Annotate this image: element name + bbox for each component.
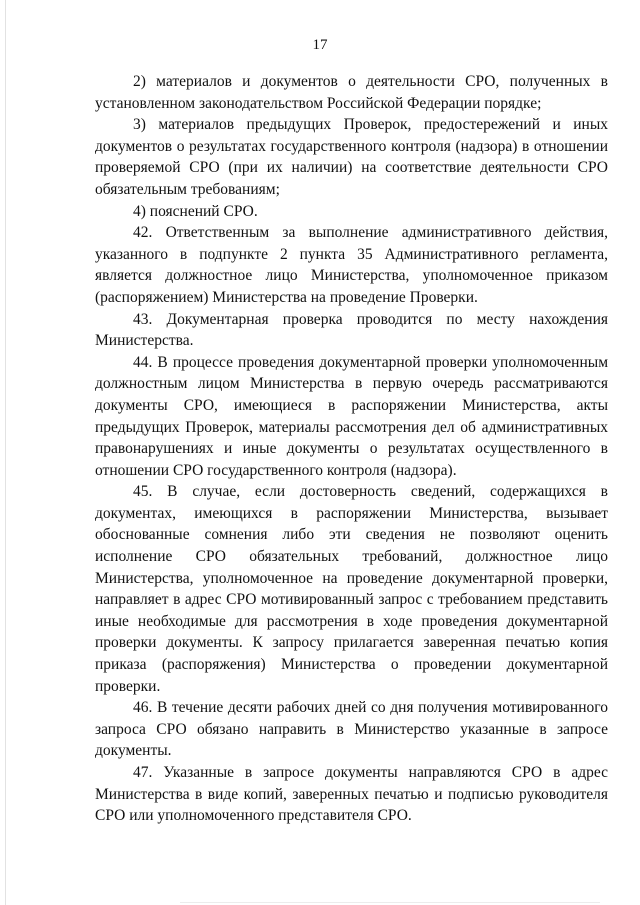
paragraph-clause-43: 43. Документарная проверка проводится по месту нахождения Министерства. [95, 310, 608, 350]
page-number: 17 [312, 37, 328, 53]
paragraph-item-3: 3) материалов предыдущих Проверок, предостережений и иных документов о результатах государственного контроля (надзора) в отношении проверяемой СРО (при их наличии) на соответствие деятельности СРО обязательным требованиям; [95, 116, 608, 198]
paragraph-clause-44: 44. В процессе проведения документарной проверки уполномоченным должностным лицом Министерства в первую очередь рассматриваются документы СРО, имеющиеся в распоряжении Министерства, акты предыдущих Проверок, материалы рассмотрения дел об административных правонарушениях и иные документы о результатах осуществленного в отношении СРО государственного контроля (надзора). [95, 353, 608, 479]
paragraph-clause-42: 42. Ответственным за выполнение административного действия, указанного в подпункте 2 пункта 35 Административного регламента, является должностное лицо Министерства, уполномоченное приказом (распоряжением) Министерства на проведение Проверки. [95, 224, 608, 306]
paragraph-item-4: 4) пояснений СРО. [133, 202, 258, 220]
scan-bottom-line [180, 902, 600, 903]
document-body [95, 71, 608, 827]
paragraph-clause-45: 45. В случае, если достоверность сведений, содержащихся в документах, имеющихся в распоряжении Министерства, вызывает обоснованные сомнения либо эти сведения не позволяют оценить исполнение СРО обязательных требований, должностное лицо Министерства, уполномоченное на проведение документарной проверки, направляет в адрес СРО мотивированный запрос с требованием представить иные необходимые для рассмотрения в ходе проведения документарной проверки документы. К запросу прилагается заверенная печатью копия приказа (распоряжения) Министерства о проведении документарной проверки. [95, 483, 608, 695]
paragraph-clause-46: 46. В течение десяти рабочих дней со дня получения мотивированного запроса СРО обязано направить в Министерство указанные в запросе документы. [95, 699, 608, 760]
paragraph-item-2: 2) материалов и документов о деятельности СРО, полученных в установленном законодательством Российской Федерации порядке; [95, 73, 608, 112]
scan-edge-line [5, 0, 6, 905]
paragraph-clause-47: 47. Указанные в запросе документы направляются СРО в адрес Министерства в виде копий, заверенных печатью и подписью руководителя СРО или уполномоченного представителя СРО. [95, 764, 608, 825]
